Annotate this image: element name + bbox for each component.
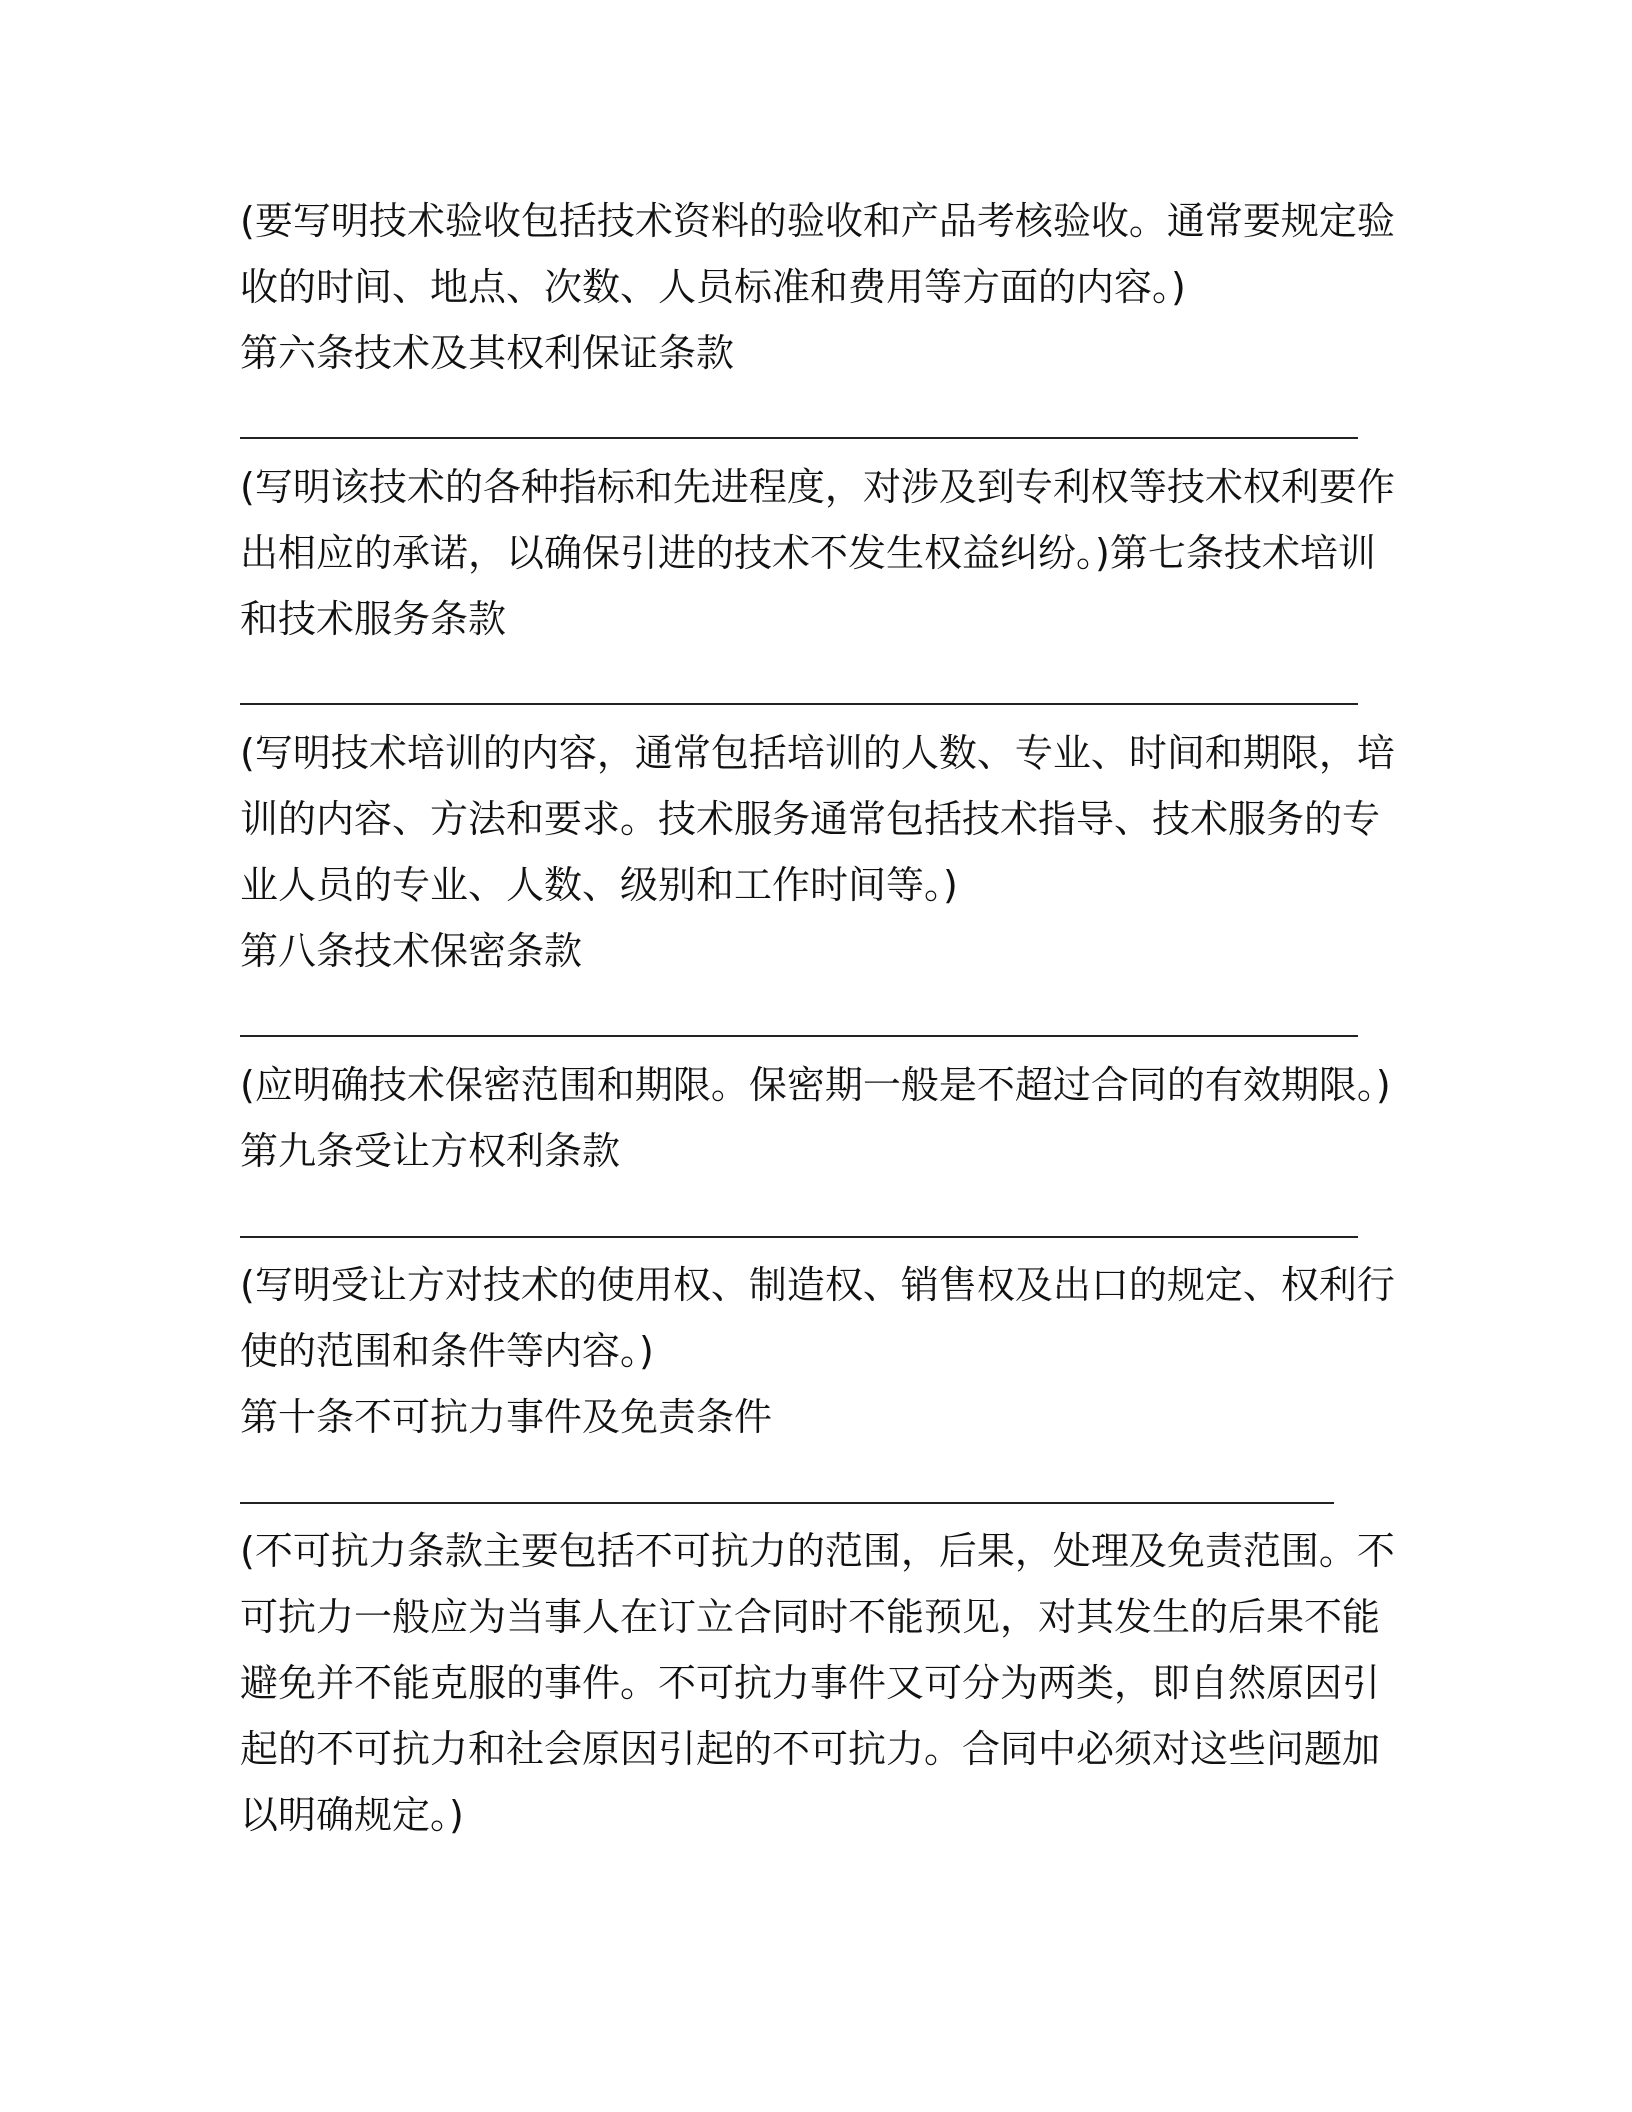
paragraph-line: (写明该技术的各种指标和先进程度，对涉及到专利权等技术权利要作 [240,465,1395,509]
clause-heading: 第六条技术及其权利保证条款 [240,331,735,375]
blank-line [240,1502,1334,1504]
paragraph-line: 以明确规定。) [240,1793,464,1837]
blank-line [240,437,1358,439]
paragraph-line: 使的范围和条件等内容。) [240,1329,654,1373]
clause-heading: 第八条技术保密条款 [240,929,583,973]
paragraph-line: (写明技术培训的内容，通常包括培训的人数、专业、时间和期限，培 [240,731,1395,775]
blank-line [240,703,1358,705]
paragraph-line: 收的时间、地点、次数、人员标准和费用等方面的内容。) [240,265,1186,309]
blank-line [240,1035,1358,1037]
paragraph-line: 业人员的专业、人数、级别和工作时间等。) [240,863,958,907]
clause-heading: 第十条不可抗力事件及免责条件 [240,1395,773,1439]
blank-line [240,1236,1358,1238]
paragraph-line: 可抗力一般应为当事人在订立合同时不能预见，对其发生的后果不能 [240,1595,1381,1639]
paragraph-line: (不可抗力条款主要包括不可抗力的范围，后果，处理及免责范围。不 [240,1529,1395,1573]
clause-heading: 和技术服务条款 [240,597,507,641]
paragraph-line: (要写明技术验收包括技术资料的验收和产品考核验收。通常要规定验 [240,199,1395,243]
paragraph-line: (应明确技术保密范围和期限。保密期一般是不超过合同的有效期限。) [240,1063,1391,1107]
clause-heading: 第九条受让方权利条款 [240,1129,621,1173]
paragraph-line: 训的内容、方法和要求。技术服务通常包括技术指导、技术服务的专 [240,797,1381,841]
paragraph-line: 出相应的承诺，以确保引进的技术不发生权益纠纷。)第七条技术培训 [240,531,1376,575]
paragraph-line: 避免并不能克服的事件。不可抗力事件又可分为两类，即自然原因引 [240,1661,1381,1705]
paragraph-line: (写明受让方对技术的使用权、制造权、销售权及出口的规定、权利行 [240,1263,1395,1307]
paragraph-line: 起的不可抗力和社会原因引起的不可抗力。合同中必须对这些问题加 [240,1727,1381,1771]
